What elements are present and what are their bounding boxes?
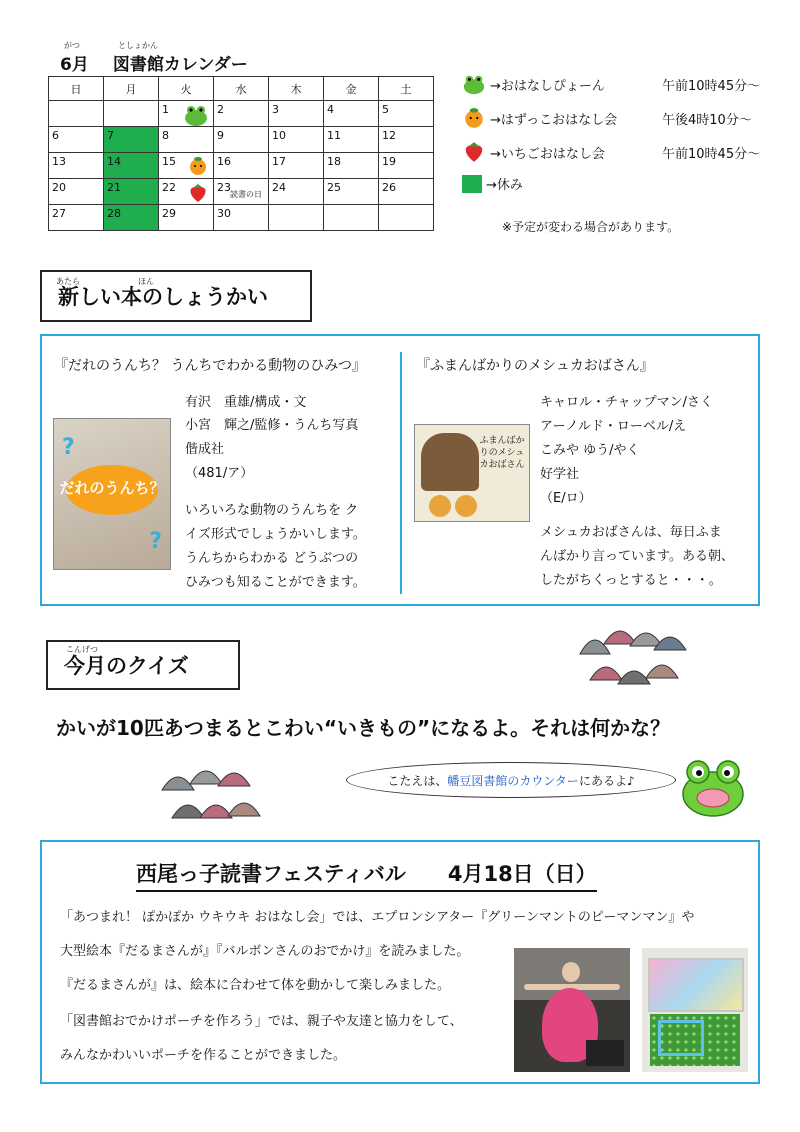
book1-cover-title: だれのうんち？	[59, 479, 165, 497]
calendar-day: 13	[49, 153, 104, 179]
legend-label: →おはなしぴょーん	[490, 78, 605, 94]
calendar-day: 5	[379, 101, 434, 127]
calendar-table	[48, 76, 434, 231]
calendar-day-holiday: 28	[104, 205, 159, 231]
book1-publisher: 偕成社	[185, 442, 225, 457]
calendar-day: 17	[269, 153, 324, 179]
legend-time: 午前10時45分～	[662, 78, 761, 94]
book2-title: 『ふまんばかりのメシュカおばさん』	[416, 358, 654, 374]
calendar-month: 6月	[60, 55, 89, 75]
ruby-atara: あたら	[56, 277, 80, 286]
frog-face-icon	[680, 758, 746, 818]
new-books-header: 新しい本のしょうかい	[40, 270, 312, 322]
ruby-month: がつ	[64, 41, 80, 50]
strawberry-icon	[462, 140, 486, 164]
legend-strawberry	[462, 140, 760, 164]
legend-label: →休み	[486, 178, 523, 193]
calendar-header-row	[49, 77, 434, 101]
calendar-day: 18	[324, 153, 379, 179]
book2-illustrator: アーノルド・ローベル/え	[540, 419, 687, 434]
book2-publisher: 好学社	[540, 467, 580, 482]
calendar-day-holiday: 14	[104, 153, 159, 179]
festival-title: 西尾っ子読書フェスティバル 4月18日（日）	[136, 858, 597, 892]
legend-label: →はずっこおはなし会	[490, 112, 618, 128]
ruby-title: としょかん	[118, 41, 158, 50]
holiday-square	[462, 175, 482, 193]
quiz-question: かいが10匹あつまるとこわい“いきもの”になるよ。それは何かな？	[56, 716, 671, 740]
book2-author: キャロル・チャップマン/さく	[540, 395, 713, 410]
calendar-day: 16	[214, 153, 269, 179]
hint-pre: こたえは、	[387, 773, 448, 788]
ruby-kongetsu: こんげつ	[66, 645, 98, 654]
calendar-day: 20	[49, 179, 104, 205]
calendar-week-3	[49, 153, 434, 179]
hint-location: 幡豆図書館のカウンター	[447, 773, 579, 788]
calendar-day: 11	[324, 127, 379, 153]
calendar-day: 27	[49, 205, 104, 231]
calendar-day-22	[159, 179, 214, 205]
calendar-day: 29	[159, 205, 214, 231]
calendar-day-15	[159, 153, 214, 179]
festival-text-line: 「あつまれ！ ぽかぽか ウキウキ おはなし会」では、エプロンシアター『グリーンマントのピーマンマン』や	[60, 910, 695, 925]
calendar-week-4	[49, 179, 434, 205]
calendar-heading: 図書館カレンダー	[112, 55, 248, 75]
calendar-day	[324, 205, 379, 231]
book1-desc: イズ形式でしょうかいします。	[185, 527, 366, 542]
book1-callnumber: （481/ア）	[185, 466, 254, 481]
calendar-day: 3	[269, 101, 324, 127]
calendar-day: 6	[49, 127, 104, 153]
book2-desc: んばかり言っています。ある朝、	[540, 549, 734, 564]
calendar-day-holiday: 21	[104, 179, 159, 205]
festival-text-line: 『だるまさんが』は、絵本に合わせて体を動かして楽しみました。	[60, 978, 451, 993]
book2-callnumber: （E/ロ）	[540, 491, 592, 506]
weekday-wed: 水	[214, 77, 269, 101]
day-number: 23	[217, 181, 231, 194]
book1-author: 有沢 重雄/構成・文	[185, 395, 307, 410]
orange-icon	[462, 106, 486, 130]
legend-orange	[462, 106, 752, 130]
calendar-day	[104, 101, 159, 127]
calendar-day: 12	[379, 127, 434, 153]
legend-holiday	[462, 174, 636, 193]
calendar-day: 10	[269, 127, 324, 153]
calendar-week-5	[49, 205, 434, 231]
orange-icon	[187, 156, 209, 176]
ruby-hon: ほん	[138, 277, 154, 286]
day-number: 1	[162, 103, 169, 116]
festival-text-line: 大型絵本『だるまさんが』『バルボンさんのおでかけ』を読みました。	[60, 944, 470, 959]
calendar-day	[49, 101, 104, 127]
weekday-sun: 日	[49, 77, 104, 101]
calendar-week-2	[49, 127, 434, 153]
legend-time: 午前10時45分～	[662, 146, 761, 162]
event-photo-person	[514, 948, 630, 1072]
book2-translator: こみや ゆう/やく	[540, 443, 640, 458]
calendar-day: 8	[159, 127, 214, 153]
legend-label: →いちごおはなし会	[490, 146, 605, 162]
book2-cover	[414, 424, 530, 522]
day-number: 15	[162, 155, 176, 168]
calendar-day-23	[214, 179, 269, 205]
calendar-day	[269, 205, 324, 231]
quiz-header: 今月のクイズ	[46, 640, 240, 690]
calendar-day: 25	[324, 179, 379, 205]
festival-text-line: 「図書館おでかけポーチを作ろう」では、親子や友達と協力をして、	[60, 1014, 463, 1029]
schedule-note: ※予定が変わる場合があります。	[502, 220, 680, 234]
book1-title: 『だれのうんち？ うんちでわかる動物のひみつ』	[54, 358, 367, 374]
day-number: 22	[162, 181, 176, 194]
hint-bubble	[346, 762, 676, 798]
hint-post: にあるよ♪	[578, 773, 635, 788]
book1-supervisor: 小宮 輝之/監修・うんち写真	[185, 418, 359, 433]
calendar-day-holiday: 7	[104, 127, 159, 153]
weekday-tue: 火	[159, 77, 214, 101]
calendar-title	[60, 50, 248, 75]
clam-shells-icon	[156, 756, 280, 822]
weekday-mon: 月	[104, 77, 159, 101]
calendar-day: 24	[269, 179, 324, 205]
weekday-sat: 土	[379, 77, 434, 101]
frog-icon	[183, 104, 209, 126]
festival-text-line: みんなかわいいポーチを作ることができました。	[60, 1048, 347, 1063]
book2-desc: メシュカおばさんは、毎日ふま	[540, 525, 722, 540]
calendar-day	[379, 205, 434, 231]
calendar-week-1	[49, 101, 434, 127]
frog-icon	[462, 72, 486, 96]
calendar-day: 26	[379, 179, 434, 205]
books-divider	[400, 352, 402, 594]
legend-frog	[462, 72, 760, 96]
calendar-day: 19	[379, 153, 434, 179]
strawberry-icon	[187, 182, 209, 204]
book1-desc: うんちからわかる どうぶつの	[185, 551, 359, 566]
weekday-thu: 木	[269, 77, 324, 101]
calendar-day-1	[159, 101, 214, 127]
calendar-day: 4	[324, 101, 379, 127]
book2-cover-title: ふまんばかりのメシュカおばさん	[479, 436, 525, 470]
calendar-day: 9	[214, 127, 269, 153]
weekday-fri: 金	[324, 77, 379, 101]
clam-shells-icon	[570, 614, 690, 690]
book1-desc: ひみつも知ることができます。	[185, 575, 366, 590]
calendar-day: 30	[214, 205, 269, 231]
book1-desc: いろいろな動物のうんちを ク	[185, 503, 359, 518]
book2-desc: したがちくっとすると・・・。	[540, 573, 722, 588]
event-photo-pouch	[642, 948, 748, 1072]
calendar-day: 2	[214, 101, 269, 127]
book1-cover: だれのうんち？ ? ?	[53, 418, 171, 570]
reading-day-note: 読書の日	[230, 190, 262, 199]
legend-time: 午後4時10分～	[662, 112, 752, 128]
